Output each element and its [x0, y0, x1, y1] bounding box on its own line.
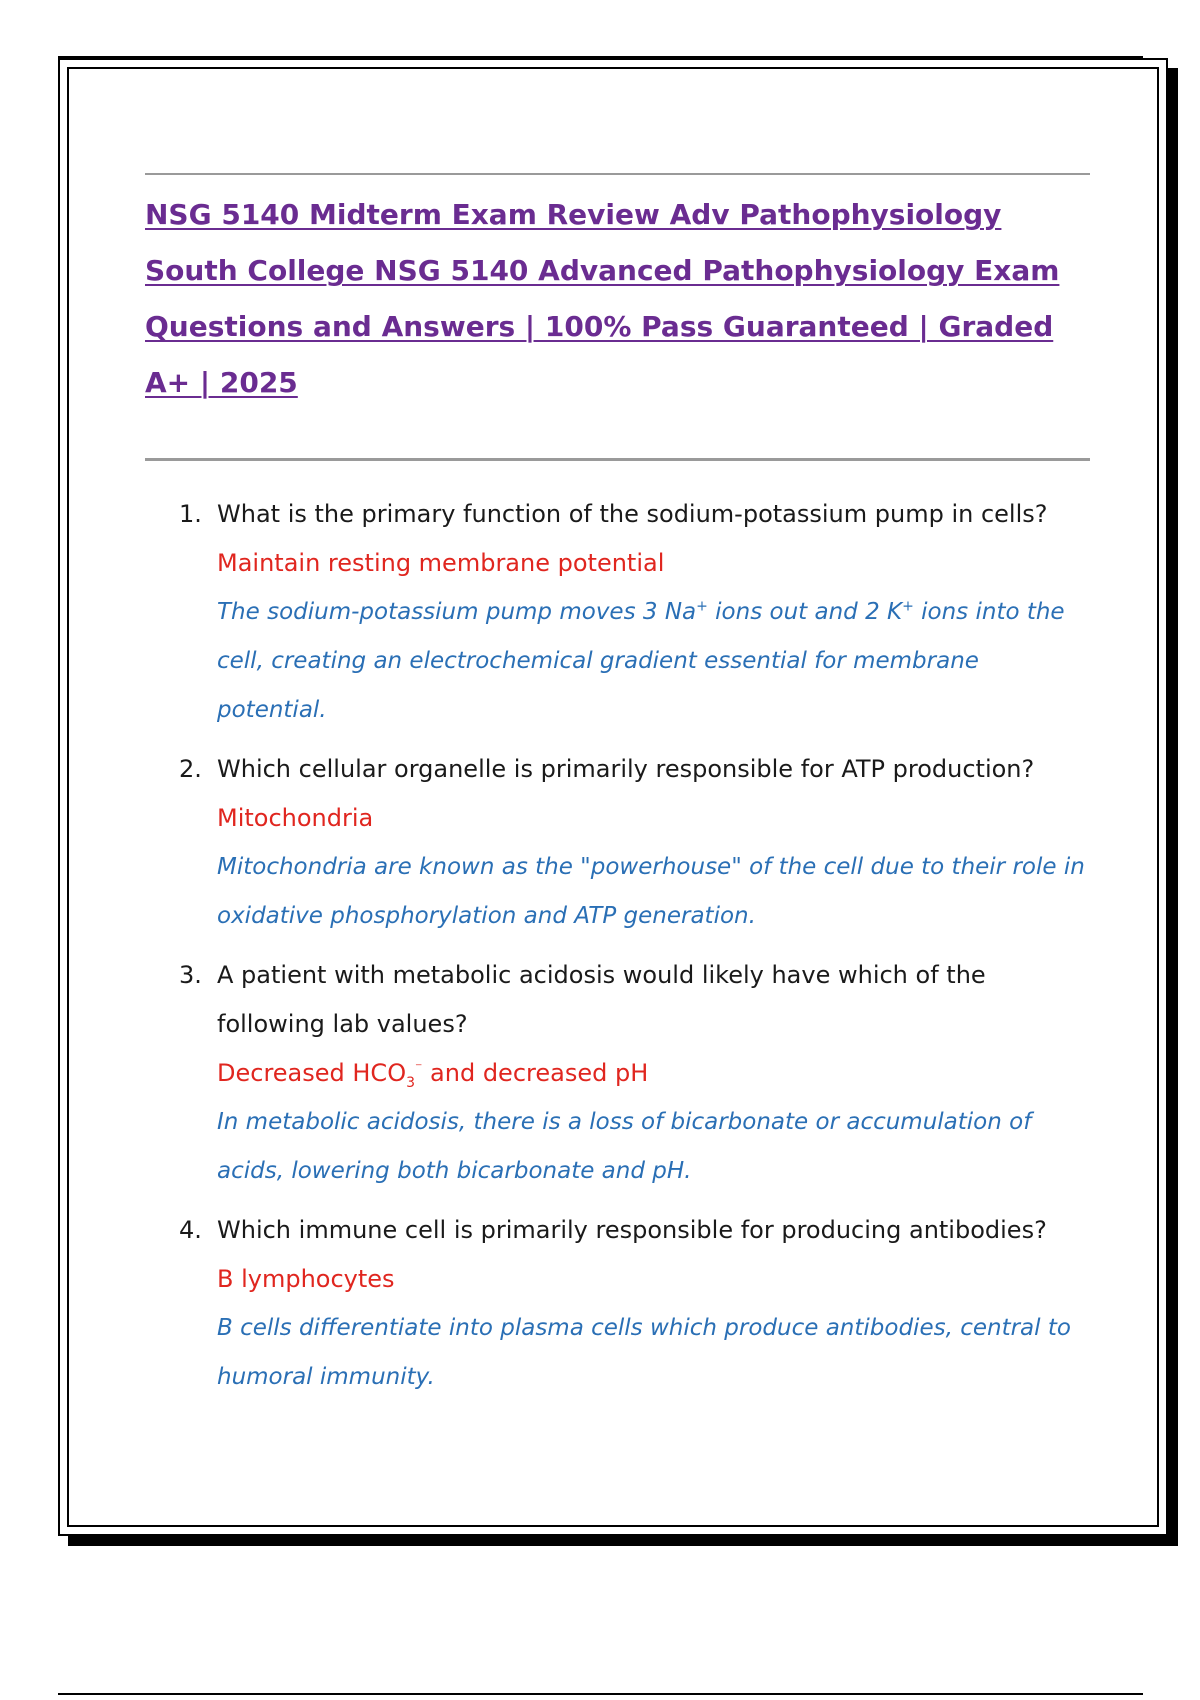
superscript-plus: +	[696, 598, 708, 615]
document-title[interactable]: NSG 5140 Midterm Exam Review Adv Pathophysiology South College NSG 5140 Advanced Pathophysiology Exam Questions and Answers | 100% Pass Guaranteed | Graded A+ | 2025	[145, 198, 1060, 399]
explanation-text	[217, 588, 1090, 735]
question-item-1	[145, 490, 1090, 735]
title-top-divider	[145, 173, 1090, 175]
answer-part: and decreased pH	[422, 1059, 649, 1087]
question-text: Which immune cell is primarily responsible for producing antibodies?	[217, 1216, 1047, 1244]
question-number: 4.	[179, 1216, 202, 1244]
question-number: 2.	[179, 755, 202, 783]
answer-text	[217, 1049, 1090, 1098]
question-item-3	[145, 951, 1090, 1196]
superscript-plus: +	[902, 598, 914, 615]
explanation-text: Mitochondria are known as the "powerhouse" of the cell due to their role in oxidative phosphorylation and ATP generation.	[217, 854, 1085, 929]
answer-text: Maintain resting membrane potential	[217, 549, 665, 577]
answer-text: Mitochondria	[217, 804, 374, 832]
question-list	[145, 490, 1090, 1412]
explanation-part: The sodium-potassium pump moves 3 Na	[217, 599, 697, 625]
superscript-minus: ⁻	[415, 1060, 423, 1076]
explanation-text: In metabolic acidosis, there is a loss of bicarbonate or accumulation of acids, lowering both bicarbonate and pH.	[217, 1109, 1032, 1184]
answer-part: Decreased HCO	[217, 1059, 407, 1087]
question-item-2	[145, 745, 1090, 941]
question-number: 3.	[179, 961, 202, 989]
title-bottom-divider	[145, 458, 1090, 461]
question-text: Which cellular organelle is primarily responsible for ATP production?	[217, 755, 1035, 783]
question-number: 1.	[179, 500, 202, 528]
question-item-4	[145, 1206, 1090, 1402]
page-bottom-rule	[58, 1693, 1143, 1695]
question-text: What is the primary function of the sodium-potassium pump in cells?	[217, 500, 1048, 528]
explanation-part: ions out and 2 K	[707, 599, 903, 625]
question-text: A patient with metabolic acidosis would likely have which of the following lab values?	[217, 961, 986, 1038]
answer-text: B lymphocytes	[217, 1265, 395, 1293]
explanation-part: ions into the cell, creating an electrochemical gradient essential for membrane potential.	[217, 599, 1065, 723]
subscript-three: 3	[406, 1074, 416, 1091]
explanation-text: B cells differentiate into plasma cells which produce antibodies, central to humoral immunity.	[217, 1315, 1071, 1390]
